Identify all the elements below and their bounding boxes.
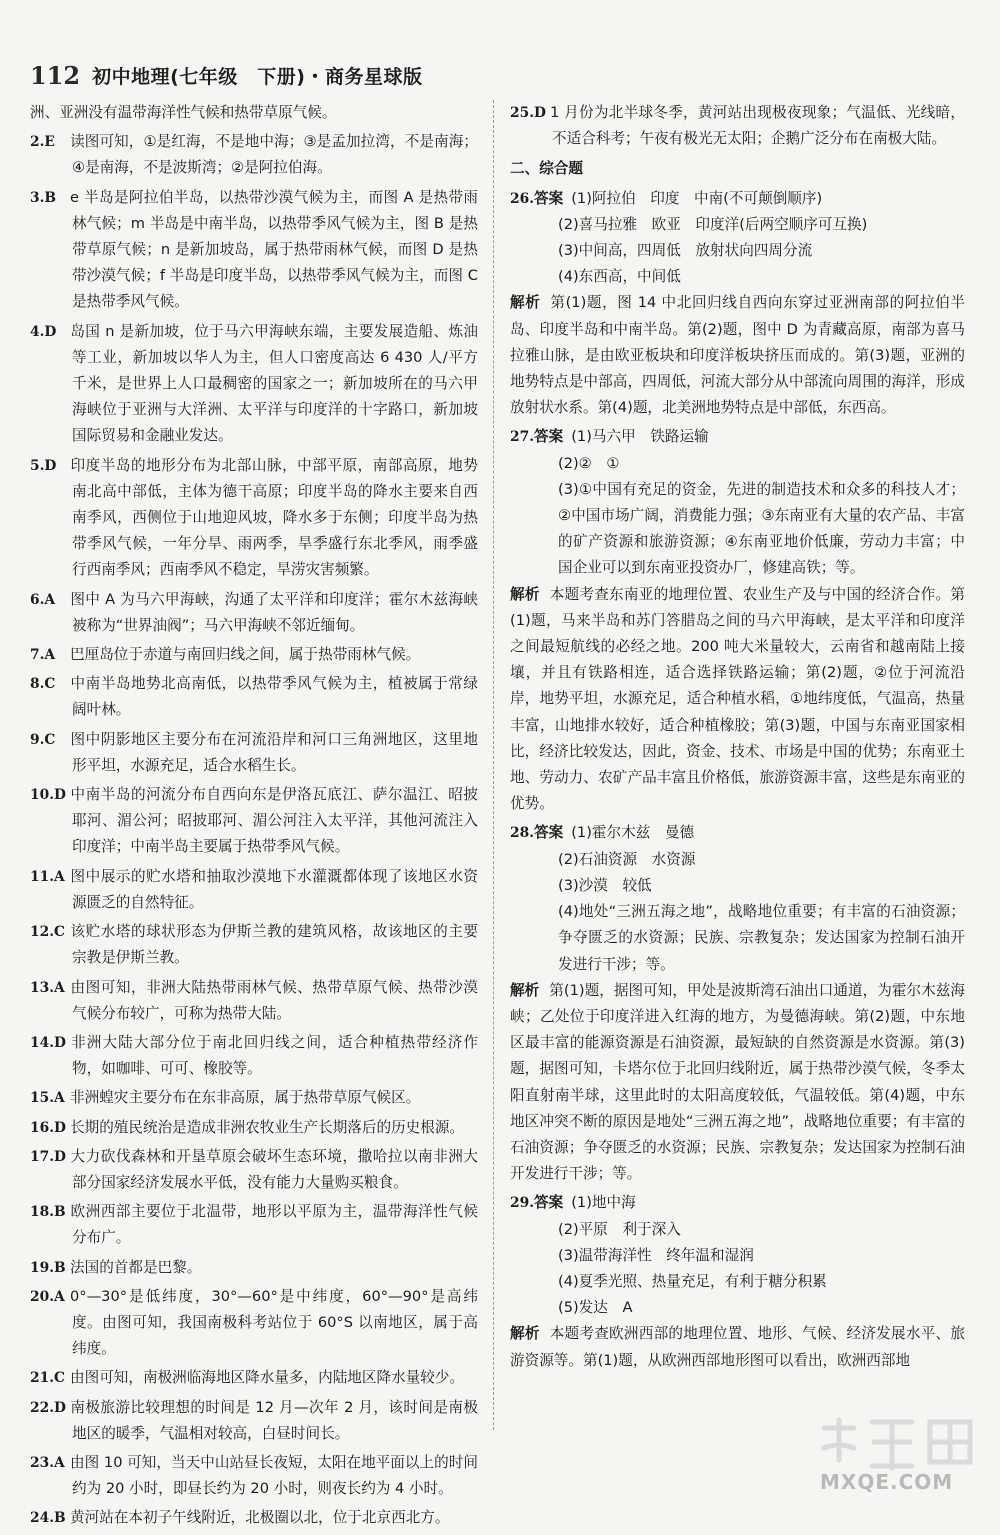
item-number: 19.B — [30, 1259, 66, 1276]
answer-item — [30, 1255, 478, 1281]
item-text: 非洲大陆大部分位于南北回归线之间，适合种植热带经济作物，如咖啡、可可、橡胶等。 — [70, 1033, 478, 1078]
item-number: 7.A — [30, 647, 56, 664]
answer-line: (2)喜马拉雅 欧亚 印度洋(后两空顺序可互换) — [558, 215, 868, 233]
answer-item — [30, 1395, 478, 1447]
answer-item — [30, 1284, 478, 1363]
item-text: 欧洲西部主要位于北温带，地形以平原为主，温带海洋性气候分布广。 — [70, 1203, 478, 1247]
answer-item — [30, 1365, 478, 1391]
item-number: 5.D — [30, 457, 57, 474]
item-number: 8.C — [30, 676, 56, 693]
answer-item — [30, 185, 478, 316]
item-text: 非洲蝗灾主要分布在东非高原，属于热带草原气候区。 — [70, 1089, 421, 1107]
item-number: 22.D — [30, 1399, 66, 1416]
item-text: 长期的殖民统治是造成非洲农牧业生产长期落后的历史根源。 — [70, 1118, 465, 1136]
answer-item — [30, 1199, 478, 1251]
item-number: 16.D — [30, 1119, 66, 1136]
answer-line: (4)地处“三洲五海之地”，战略地位重要；有丰富的石油资源；争夺匮乏的水资源；民族、宗教复杂；发达国家为控制石油开发进行干涉；等。 — [558, 903, 965, 973]
page-header — [30, 58, 980, 92]
item-text: 0°—30°是低纬度，30°—60°是中纬度，60°—90°是高纬度。由图可知，我国南极科考站位于 60°S 以南地区，属于高纬度。 — [70, 1287, 478, 1358]
answer-item — [30, 727, 478, 779]
question-29 — [510, 1190, 965, 1373]
analysis-text: 第(1)题，图 14 中北回归线自西向东穿过亚洲南部的阿拉伯半岛、印度半岛和中南半岛。第(2)题，图中 D 为青藏高原，南部为喜马拉雅山脉，是由欧亚板块和印度洋板块挤压而成的。第(3)题，亚洲的地势特点是中部高，四周低，河流大部分从中部流向周围的海洋，形成放射状水系。第(4)题，北美洲地势特点是中部低，东西高。 — [510, 294, 965, 417]
item-number: 9.C — [30, 731, 56, 748]
analysis-block — [510, 582, 965, 818]
answer-line: (1)霍尔木兹 曼德 — [571, 824, 695, 842]
item-number: 24.B — [30, 1510, 66, 1527]
answer-item — [30, 1085, 478, 1111]
watermark-text: MXQE.COM — [820, 1470, 954, 1494]
analysis-label: 解析 — [510, 294, 541, 312]
answer-item — [30, 319, 478, 450]
answer-item — [30, 453, 478, 584]
item-number: 20.A — [30, 1288, 65, 1305]
item-text: 图中 A 为马六甲海峡，沟通了太平洋和印度洋；霍尔木兹海峡被称为“世界油阀”；马六甲海峡不邻近缅甸。 — [70, 590, 478, 634]
answer-line: (1)马六甲 铁路运输 — [571, 428, 709, 446]
item-number: 23.A — [30, 1454, 65, 1471]
answer-item — [30, 1450, 478, 1502]
answer-line: (3)沙漠 较低 — [558, 876, 652, 894]
item-text: 由图可知，南极洲临海地区降水量多，内陆地区降水量较少。 — [70, 1369, 465, 1387]
answer-line: (4)夏季光照、热量充足，有利于糖分积累 — [558, 1272, 827, 1290]
right-column — [510, 100, 965, 1377]
item-number: 6.A — [30, 591, 56, 608]
item-text: 法国的首都是巴黎。 — [70, 1258, 202, 1276]
question-label: 27.答案 — [510, 428, 564, 446]
item-number: 11.A — [30, 868, 65, 885]
item-text: 由图可知，非洲大陆热带雨林气候、热带草原气候、热带沙漠气候分布较广，可称为热带大陆。 — [70, 978, 478, 1022]
item-number: 18.B — [30, 1204, 66, 1221]
analysis-block — [510, 1321, 965, 1373]
answer-item — [30, 1144, 478, 1196]
analysis-text: 第(1)题，据图可知，甲处是波斯湾石油出口通道，为霍尔木兹海峡；乙处位于印度洋进入红海的地方，为曼德海峡。第(2)题，中东地区最丰富的能源资源是石油资源，最短缺的自然资源是水资源。第(3)题，据图可知，卡塔尔位于北回归线附近，属于热带沙漠气候，冬季太阳直射南半球，这里此时的太阳高度较低，气温较低。第(4)题，中东地区冲突不断的原因是地处“三洲五海之地”，战略地位重要；有丰富的石油资源；争夺匮乏的水资源；民族、宗教复杂；发达国家为控制石油开发进行干涉；等。 — [510, 981, 965, 1183]
analysis-block — [510, 978, 965, 1188]
answer-line: (4)东西高，中间低 — [558, 268, 681, 286]
item-text: 巴厘岛位于赤道与南回归线之间，属于热带雨林气候。 — [70, 646, 421, 664]
answer-item — [30, 1505, 478, 1531]
question-26 — [510, 186, 965, 422]
item-text: e 半岛是阿拉伯半岛，以热带沙漠气候为主，而图 A 是热带雨林气候；m 半岛是中南半岛，以热带季风气候为主，图 B 是热带草原气候；n 是新加坡岛，属于热带雨林气候，而图 D 是热带沙漠气候；f 半岛是印度半岛，以热带季风气候为主，而图 C 是热带季风气候。 — [70, 188, 478, 311]
question-28 — [510, 820, 965, 1187]
item-text: 黄河站在本初子午线附近，北极圈以北，位于北京西北方。 — [70, 1509, 450, 1527]
answer-item — [30, 1115, 478, 1141]
answer-item — [30, 782, 478, 861]
item-number: 17.D — [30, 1148, 66, 1165]
answer-line: (3)中间高，四周低 放射状向四周分流 — [558, 242, 813, 260]
answer-item — [30, 587, 478, 639]
item-number: 10.D — [30, 787, 66, 804]
item-number: 3.B — [30, 189, 57, 206]
item-number: 4.D — [30, 323, 57, 340]
analysis-block — [510, 290, 965, 421]
item-text: 1 月份为北半球冬季，黄河站出现极夜现象；气温低、光线暗，不适合科考；午夜有极光无太阳；企鹅广泛分布在南极大陆。 — [550, 104, 965, 148]
answer-item — [30, 129, 478, 181]
answer-line: (2)② ① — [558, 454, 620, 472]
answer-item — [30, 1030, 478, 1082]
item-text: 图中阴影地区主要分布在河流沿岸和河口三角洲地区，这里地形平坦，水源充足，适合水稻生长。 — [70, 730, 478, 774]
answer-item — [30, 919, 478, 971]
item-text: 读图可知，①是红海，不是地中海；③是孟加拉湾，不是南海；④是南海，不是波斯湾；②是阿拉伯海。 — [70, 133, 478, 177]
answer-line: (5)发达 A — [558, 1299, 633, 1317]
question-label: 28.答案 — [510, 824, 564, 842]
item-text: 印度半岛的地形分布为北部山脉，中部平原，南部高原，地势南北高中部低，主体为德干高原；印度半岛的降水主要来自西南季风，西侧位于山地迎风坡，降水多于东侧；印度半岛为热带季风气候，一年分旱、雨两季，旱季盛行东北季风，雨季盛行西南季风；西南季风不稳定，旱涝灾害频繁。 — [70, 456, 478, 579]
item-text: 由图 10 可知，当天中山站昼长夜短，太阳在地平面以上的时间约为 20 小时，即昼长约为 20 小时，则夜长约为 4 小时。 — [70, 1453, 478, 1498]
answer-item — [30, 642, 478, 668]
item-text: 岛国 n 是新加坡，位于马六甲海峡东端，主要发展造船、炼油等工业，新加坡以华人为主，但人口密度高达 6 430 人/平方千米，是世界上人口最稠密的国家之一；新加坡所在的马六甲海峡位于亚洲与大洋洲、太平洋与印度洋的十字路口，新加坡国际贸易和金融业发达。 — [70, 322, 478, 445]
item-number: 15.A — [30, 1090, 65, 1107]
item-text: 中南半岛地势北高南低，以热带季风气候为主，植被属于常绿阔叶林。 — [70, 675, 478, 719]
item-number: 2.E — [30, 134, 55, 151]
book-title: 初中地理(七年级 下册)・商务星球版 — [92, 65, 423, 88]
answer-item — [30, 864, 478, 916]
column-divider — [493, 100, 494, 1430]
item-number: 12.C — [30, 924, 65, 941]
page-number: 112 — [30, 60, 81, 90]
item-number: 14.D — [30, 1034, 66, 1051]
item-number: 13.A — [30, 979, 65, 996]
item-text: 南极旅游比较理想的时间是 12 月—次年 2 月，该时间是南极地区的暖季，气温相对较高，白昼时间长。 — [70, 1398, 478, 1442]
question-label: 26.答案 — [510, 189, 564, 207]
answer-item — [30, 975, 478, 1027]
item-text: 中南半岛的河流分布自西向东是伊洛瓦底江、萨尔温江、昭披耶河、湄公河；昭披耶河、湄公河注入太平洋，其他河流注入印度洋；中南半岛主要属于热带季风气候。 — [70, 786, 478, 856]
answer-line: (2)石油资源 水资源 — [558, 850, 696, 868]
question-27 — [510, 424, 965, 817]
continued-text: 洲、亚洲没有温带海洋性气候和热带草原气候。 — [30, 104, 337, 121]
question-label: 29.答案 — [510, 1194, 564, 1212]
left-column — [30, 100, 478, 1535]
answer-item-25 — [510, 100, 965, 152]
item-text: 该贮水塔的球状形态为伊斯兰教的建筑风格，故该地区的主要宗教是伊斯兰教。 — [70, 923, 478, 967]
answer-line: (1)地中海 — [571, 1194, 636, 1212]
answer-line: (2)平原 利于深入 — [558, 1220, 681, 1238]
section-title: 二、综合题 — [510, 160, 583, 178]
analysis-text: 本题考查欧洲西部的地理位置、地形、气候、经济发展水平、旅游资源等。第(1)题，从欧洲西部地形图可以看出，欧洲西部地 — [510, 1325, 965, 1369]
analysis-label: 解析 — [510, 585, 540, 603]
answer-line: (3)①中国有充足的资金，先进的制造技术和众多的科技人才；②中国市场广阔，消费能力强；③东南亚有大量的农产品、丰富的矿产资源和旅游资源；④东南亚地价低廉，劳动力丰富；中国企业可以到东南亚投资办厂，修建高铁；等。 — [558, 480, 965, 577]
item-number: 25.D — [510, 105, 546, 121]
answer-item — [30, 671, 478, 723]
analysis-text: 本题考查东南亚的地理位置、农业生产及与中国的经济合作。第(1)题，马来半岛和苏门答腊岛之间的马六甲海峡，是太平洋和印度洋之间最短航线的必经之地。200 吨大米量较大，云南省和越南陆上接壤，并且有铁路相连，适合选择铁路运输；第(2)题，②位于河流沿岸，地势平坦，水源充足，适合种植水稻，①地纬度低，气温高，热量丰富，山地排水较好，适合种植橡胶；第(3)题，中国与东南亚国家相比，经济比较发达，因此，资金、技术、市场是中国的优势；东南亚土地、劳动力、农矿产品丰富且价格低，旅游资源丰富，这些是东南亚的优势。 — [510, 585, 965, 813]
answer-line: (3)温带海洋性 终年温和湿润 — [558, 1246, 754, 1264]
answer-line: (1)阿拉伯 印度 中南(不可颠倒顺序) — [571, 189, 823, 207]
item-text: 图中展示的贮水塔和抽取沙漠地下水灌溉都体现了该地区水资源匮乏的自然特征。 — [70, 867, 478, 911]
analysis-label: 解析 — [510, 1325, 540, 1343]
analysis-label: 解析 — [510, 981, 540, 999]
item-text: 大力砍伐森林和开垦草原会破坏生态环境，撒哈拉以南非洲大部分国家经济发展水平低，没有能力大量购买粮食。 — [70, 1147, 478, 1191]
item-number: 21.C — [30, 1370, 65, 1387]
